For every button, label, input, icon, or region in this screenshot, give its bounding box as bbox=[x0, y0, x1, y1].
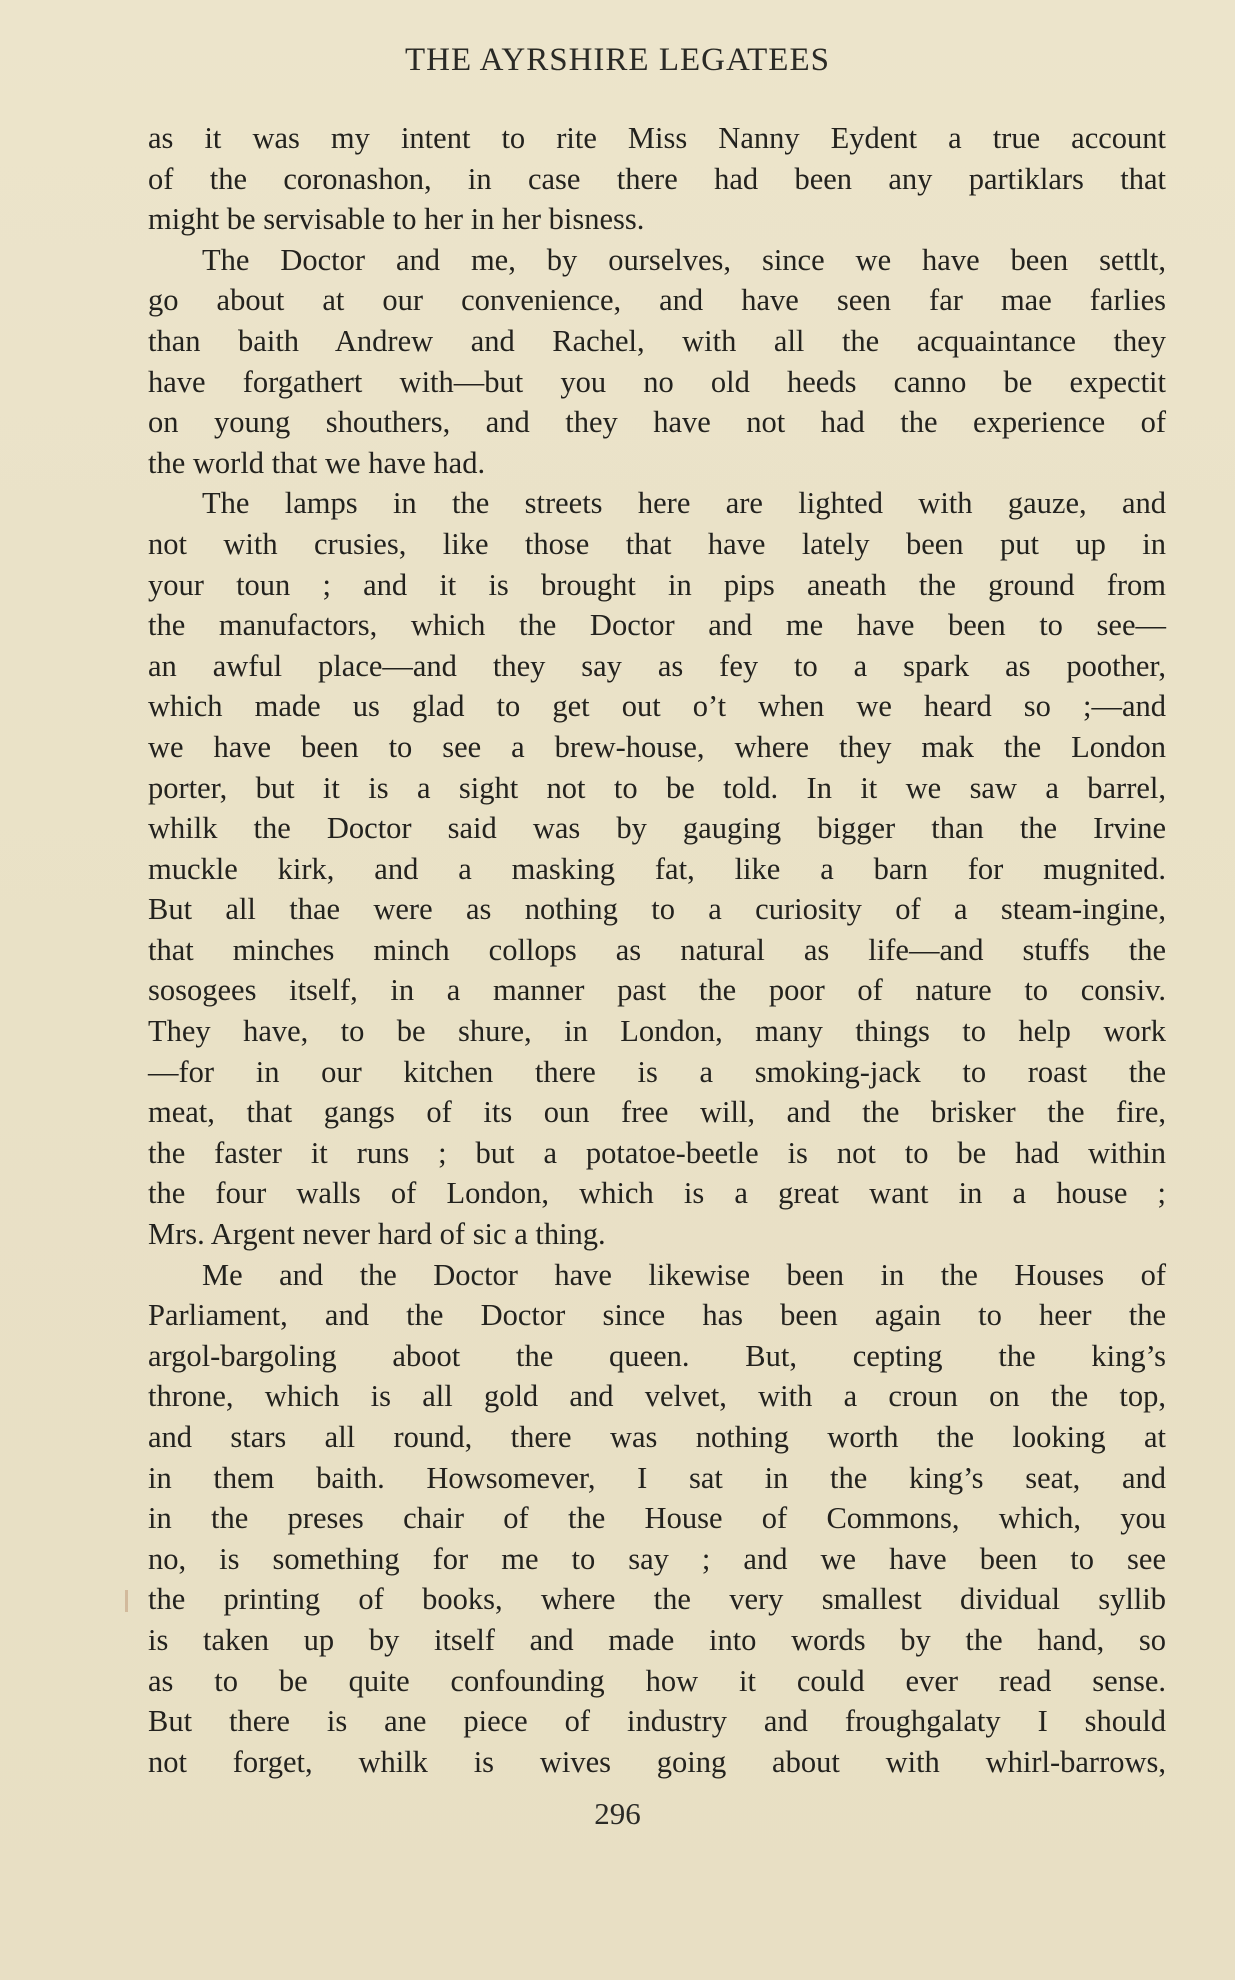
paragraph bbox=[148, 118, 1166, 240]
text-line: an awful place—and they say as fey to a spark as poother, bbox=[148, 648, 1166, 683]
text-line: the printing of books, where the very smallest dividual syllib bbox=[148, 1582, 1166, 1617]
text-line: Me and the Doctor have likewise been in the Houses of bbox=[202, 1257, 1166, 1292]
text-line: might be servisable to her in her bisness. bbox=[148, 202, 645, 237]
text-line: whilk the Doctor said was by gauging bigger than the Irvine bbox=[148, 811, 1166, 846]
body-text bbox=[148, 118, 1166, 1782]
text-line: meat, that gangs of its oun free will, and the brisker the fire, bbox=[148, 1095, 1166, 1130]
text-line: in them baith. Howsomever, I sat in the king’s seat, and bbox=[148, 1460, 1166, 1495]
text-line: than baith Andrew and Rachel, with all the acquaintance they bbox=[148, 323, 1166, 358]
text-line: not with crusies, like those that have lately been put up in bbox=[148, 526, 1166, 561]
text-line: —for in our kitchen there is a smoking-jack to roast the bbox=[148, 1054, 1166, 1089]
text-line: Mrs. Argent never hard of sic a thing. bbox=[148, 1217, 606, 1252]
text-line: of the coronashon, in case there had been any partiklars that bbox=[148, 161, 1166, 196]
text-line: not forget, whilk is wives going about with whirl-barrows, bbox=[148, 1744, 1166, 1779]
text-line: muckle kirk, and a masking fat, like a barn for mugnited. bbox=[148, 851, 1166, 886]
text-line: and stars all round, there was nothing worth the looking at bbox=[148, 1420, 1166, 1454]
text-line: no, is something for me to say ; and we have been to see bbox=[148, 1541, 1166, 1576]
text-line: the world that we have had. bbox=[148, 445, 486, 480]
running-head: THE AYRSHIRE LEGATEES bbox=[405, 42, 830, 78]
text-line: argol-bargoling aboot the queen. But, cepting the king’s bbox=[148, 1338, 1166, 1373]
text-line: The Doctor and me, by ourselves, since we have been settlt, bbox=[202, 242, 1166, 277]
text-line: have forgathert with—but you no old heeds canno be expectit bbox=[148, 364, 1166, 399]
text-line: that minches minch collops as natural as life—and stuffs the bbox=[148, 932, 1166, 967]
paragraph bbox=[148, 240, 1166, 484]
text-line: we have been to see a brew-house, where they mak the London bbox=[148, 729, 1166, 764]
text-line: Parliament, and the Doctor since has been again to heer the bbox=[148, 1298, 1166, 1333]
text-line: porter, but it is a sight not to be told. In it we saw a barrel, bbox=[148, 770, 1166, 805]
text-line: sosogees itself, in a manner past the poor of nature to consiv. bbox=[148, 973, 1166, 1008]
text-line: the four walls of London, which is a great want in a house ; bbox=[148, 1176, 1166, 1211]
text-line: is taken up by itself and made into words by the hand, so bbox=[148, 1622, 1166, 1657]
text-line: the manufactors, which the Doctor and me have been to see— bbox=[148, 608, 1166, 643]
text-line: your toun ; and it is brought in pips aneath the ground from bbox=[148, 567, 1166, 602]
text-line: go about at our convenience, and have seen far mae farlies bbox=[148, 283, 1166, 318]
text-line: But there is ane piece of industry and froughgalaty I should bbox=[148, 1704, 1166, 1739]
paragraph bbox=[148, 483, 1166, 1254]
page-number: 296 bbox=[594, 1796, 641, 1831]
text-line: throne, which is all gold and velvet, with a croun on the top, bbox=[148, 1379, 1166, 1414]
text-line: The lamps in the streets here are lighted with gauze, and bbox=[202, 486, 1166, 521]
text-line: as to be quite confounding how it could ever read sense. bbox=[148, 1663, 1166, 1698]
text-line: They have, to be shure, in London, many things to help work bbox=[148, 1014, 1166, 1049]
text-line: the faster it runs ; but a potatoe-beetle is not to be had within bbox=[148, 1135, 1166, 1170]
text-line: in the preses chair of the House of Commons, which, you bbox=[148, 1501, 1166, 1536]
text-line: as it was my intent to rite Miss Nanny Eydent a true account bbox=[148, 121, 1166, 155]
text-line: on young shouthers, and they have not had the experience of bbox=[148, 405, 1166, 440]
text-line: which made us glad to get out o’t when we heard so ;—and bbox=[148, 689, 1166, 724]
margin-mark bbox=[125, 1590, 128, 1612]
paragraph bbox=[148, 1255, 1166, 1783]
text-line: But all thae were as nothing to a curiosity of a steam-ingine, bbox=[148, 892, 1166, 927]
